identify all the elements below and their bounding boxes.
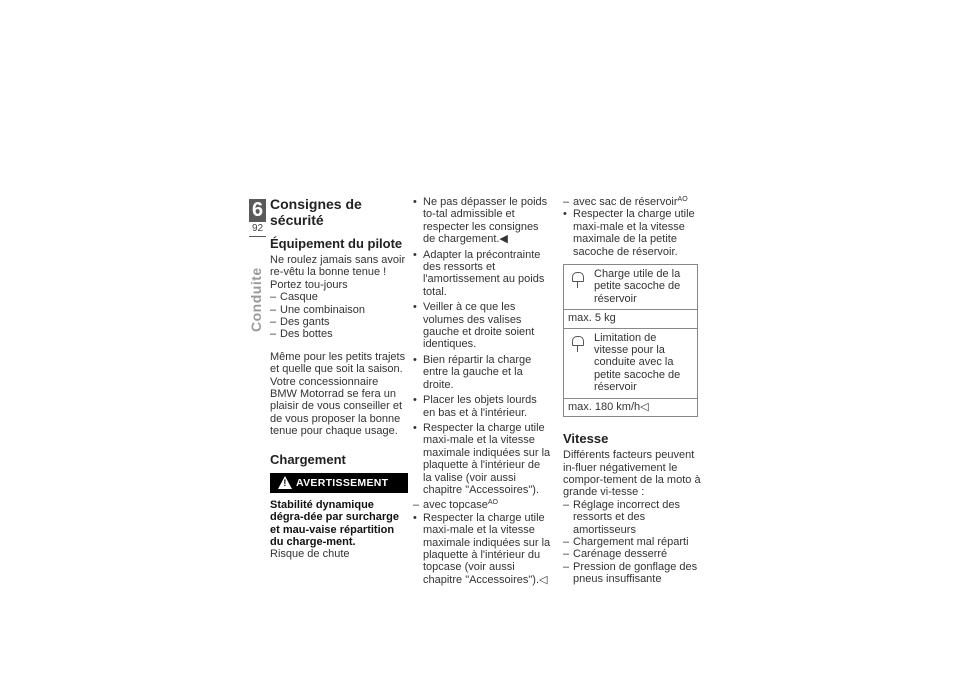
equipment-item: – Une combinaison: [270, 304, 408, 316]
speed-heading: Vitesse: [563, 431, 609, 447]
column-2: [413, 196, 551, 589]
chapter-tab: [249, 199, 266, 237]
warning-banner: ! AVERTISSEMENT: [270, 473, 408, 493]
speed-item: – Pression de gonflage des pneus insuffisante: [563, 561, 701, 586]
warning-text: Risque de chute: [270, 548, 350, 561]
list-item: • Placer les objets lourds en bas et à l'intérieur.: [413, 394, 551, 419]
column-1: [270, 196, 408, 561]
speed-item: – Carénage desserré: [563, 548, 701, 560]
load-heading: Chargement: [270, 451, 346, 467]
equipment-item: – Casque: [270, 291, 408, 303]
equipment-intro: Ne roulez jamais sans avoir re-vêtu la bonne tenue ! Portez tou-jours: [270, 254, 406, 291]
spec-label: Charge utile de la petite sacoche de réservoir: [594, 268, 681, 305]
list-item: • Adapter la précontrainte des ressorts et l'amortissement au poids total.: [413, 249, 551, 299]
tank-bag-icon: [570, 270, 586, 290]
list-item: • Ne pas dépasser le poids to-tal admissible et respecter les consignes de chargement.◀: [413, 196, 551, 246]
list-item: • Respecter la charge utile maxi-male et la vitesse maximale de la petite sacoche de réservoir.: [563, 208, 701, 258]
column-3: [563, 196, 701, 586]
warning-label: AVERTISSEMENT: [296, 476, 389, 489]
spec-label: Limitation de vitesse pour la conduite avec la petite sacoche de réservoir: [594, 331, 681, 394]
list-item: • Respecter la charge utile maxi-male et la vitesse maximale indiquées sur la plaquette à l'intérieur de la valise (voir aussi chapitre "Accessoires").: [413, 422, 551, 496]
warning-title: Stabilité dynamique dégra-dée par surcharge et mau-vaise répartition du charge-ment.: [270, 498, 399, 548]
spec-box-speed: [563, 329, 698, 417]
equipment-paragraph: Même pour les petits trajets et quelle que soit la saison. Votre concessionnaire BMW Motorrad se fera un plaisir de vous conseiller et de vous proposer la bonne tenue pour chaque usage.: [270, 350, 406, 438]
chapter-number: 6: [251, 199, 264, 221]
spec-value: max. 180 km/h◁: [568, 400, 649, 413]
chapter-title: Conduite: [248, 267, 264, 332]
list-item: • Bien répartir la charge entre la gauche et la droite.: [413, 354, 551, 391]
speed-item: – Chargement mal réparti: [563, 536, 701, 548]
speed-intro: Différents facteurs peuvent in-fluer négativement le compor-tement de la moto à grande vi-tesse :: [563, 449, 701, 499]
topcase-option: – avec topcase$^{AO}$: [413, 499, 551, 511]
tank-bag-icon: [570, 334, 586, 354]
list-item: • Veiller à ce que les volumes des valises gauche et droite soient identiques.: [413, 301, 551, 351]
list-item: • Respecter la charge utile maxi-male et la vitesse maximale indiquées sur la plaquette à l'intérieur du topcase (voir aussi chapitre "Accessoires").◁: [413, 512, 551, 586]
equipment-item: – Des gants: [270, 316, 408, 328]
spec-box-load: [563, 264, 698, 329]
section-title: Consignes de sécurité: [270, 196, 362, 228]
equipment-item: – Des bottes: [270, 328, 408, 340]
tank-bag-option: – avec sac de réservoir$^{AO}$: [563, 196, 701, 208]
page-number: 92: [249, 222, 266, 236]
equipment-heading: Équipement du pilote: [270, 236, 403, 251]
speed-item: – Réglage incorrect des ressorts et des amortisseurs: [563, 499, 701, 536]
spec-value: max. 5 kg: [568, 312, 616, 325]
